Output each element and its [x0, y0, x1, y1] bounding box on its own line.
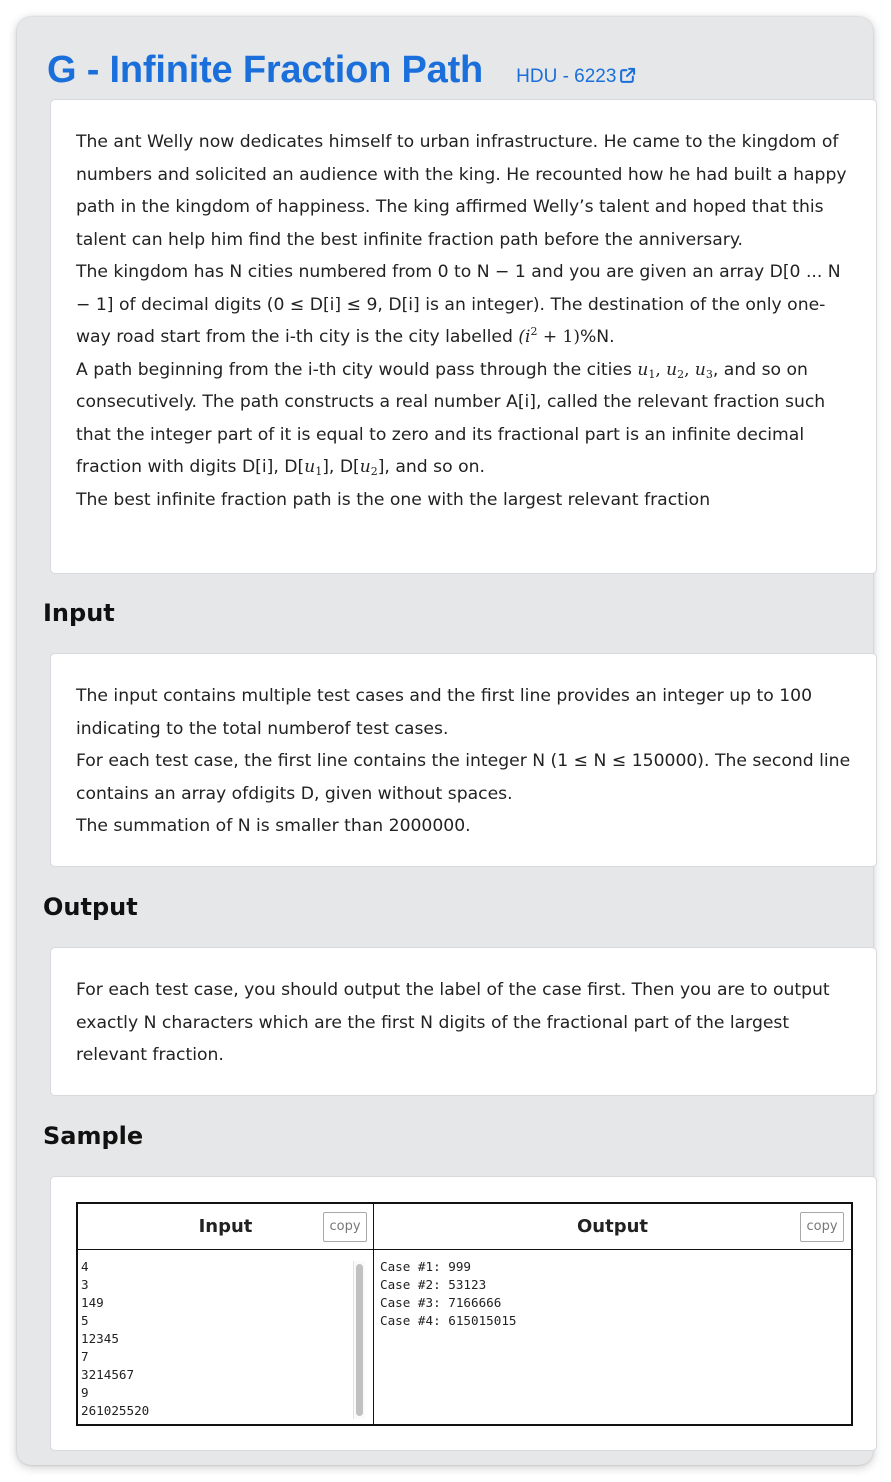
sample-input-scrollbar[interactable] [353, 1261, 365, 1419]
input-line-2: For each test case, the first line contains the integer N (1 ≤ N ≤ 150000). The second line contains an array ofdigits D, given without spaces. [76, 751, 851, 804]
source-link-label: HDU - 6223 [516, 66, 617, 87]
input-card [50, 653, 877, 867]
copy-output-button[interactable]: copy [800, 1212, 844, 1242]
copy-input-button[interactable]: copy [323, 1212, 367, 1242]
sample-input-column [78, 1204, 374, 1424]
u1-formula: $u_1$ [304, 457, 323, 478]
sample-output-text: Case #1: 999 Case #2: 53123 Case #3: 7166666 Case #4: 615015015 [380, 1259, 517, 1328]
scrollbar-thumb[interactable] [356, 1264, 363, 1416]
external-link-icon [619, 67, 636, 84]
cities-formula: $u_1$, $u_2$, $u_3$ [637, 359, 713, 381]
description-card [50, 99, 877, 574]
description-paragraph-1: The ant Welly now dedicates himself to urban infrastructure. He came to the kingdom of numbers and solicited an audience with the king. He recounted how he had built a happy path in the kingdom of happiness. The king affirmed Welly’s talent and hoped that this talent can help him find the best infinite fraction path before the anniversary. [76, 132, 847, 250]
description-paragraph-3: A path beginning from the i-th city would pass through the cities $u_1$, $u_2$, $u_3$, and so on consecutively. The path constructs a real number A[i], called the relevant fraction such that the integer part of it is equal to zero and its fractional part is an infinite decimal fraction with digits D[i], $D[u_1]$, $D[u_2]$, and so on. [76, 359, 826, 478]
input-line-3: The summation of N is smaller than 2000000. [76, 816, 471, 836]
sample-table [76, 1202, 853, 1426]
output-heading: Output [43, 893, 138, 921]
input-line-1: The input contains multiple test cases and the first line provides an integer up to 100 indicating to the total numberof test cases. [76, 686, 813, 739]
sample-output-header [374, 1204, 851, 1250]
source-link[interactable] [516, 66, 636, 88]
sample-output-column [374, 1204, 851, 1424]
sample-input-text: 4 3 149 5 12345 7 3214567 9 261025520 [81, 1259, 150, 1418]
sample-output-title: Output [576, 1216, 649, 1237]
u2-formula: $u_2$ [359, 457, 378, 478]
problem-page [17, 17, 873, 1465]
output-card [50, 947, 877, 1096]
title-row [47, 49, 636, 93]
description-paragraph-2: The kingdom has N cities numbered from 0 to N − 1 and you are given an array D[0 ... N − 1] of decimal digits (0 ≤ D[i] ≤ 9, D[i] is an integer). The destination of the only one-way road start from the i-th city is the city labelled $(i^2 + 1)\%N$. [76, 262, 841, 347]
destination-formula: $(i^2 + 1)$ [518, 325, 580, 347]
sample-input-header [78, 1204, 373, 1250]
problem-title: G - Infinite Fraction Path [47, 49, 484, 91]
sample-input-title: Input [198, 1216, 253, 1237]
sample-card [50, 1176, 877, 1451]
sample-heading: Sample [43, 1122, 144, 1150]
input-heading: Input [43, 599, 115, 627]
output-text: For each test case, you should output the label of the case first. Then you are to output exactly N characters which are the first N digits of the fractional part of the largest relevant fraction. [76, 980, 830, 1065]
description-paragraph-4: The best infinite fraction path is the one with the largest relevant fraction [76, 489, 711, 510]
